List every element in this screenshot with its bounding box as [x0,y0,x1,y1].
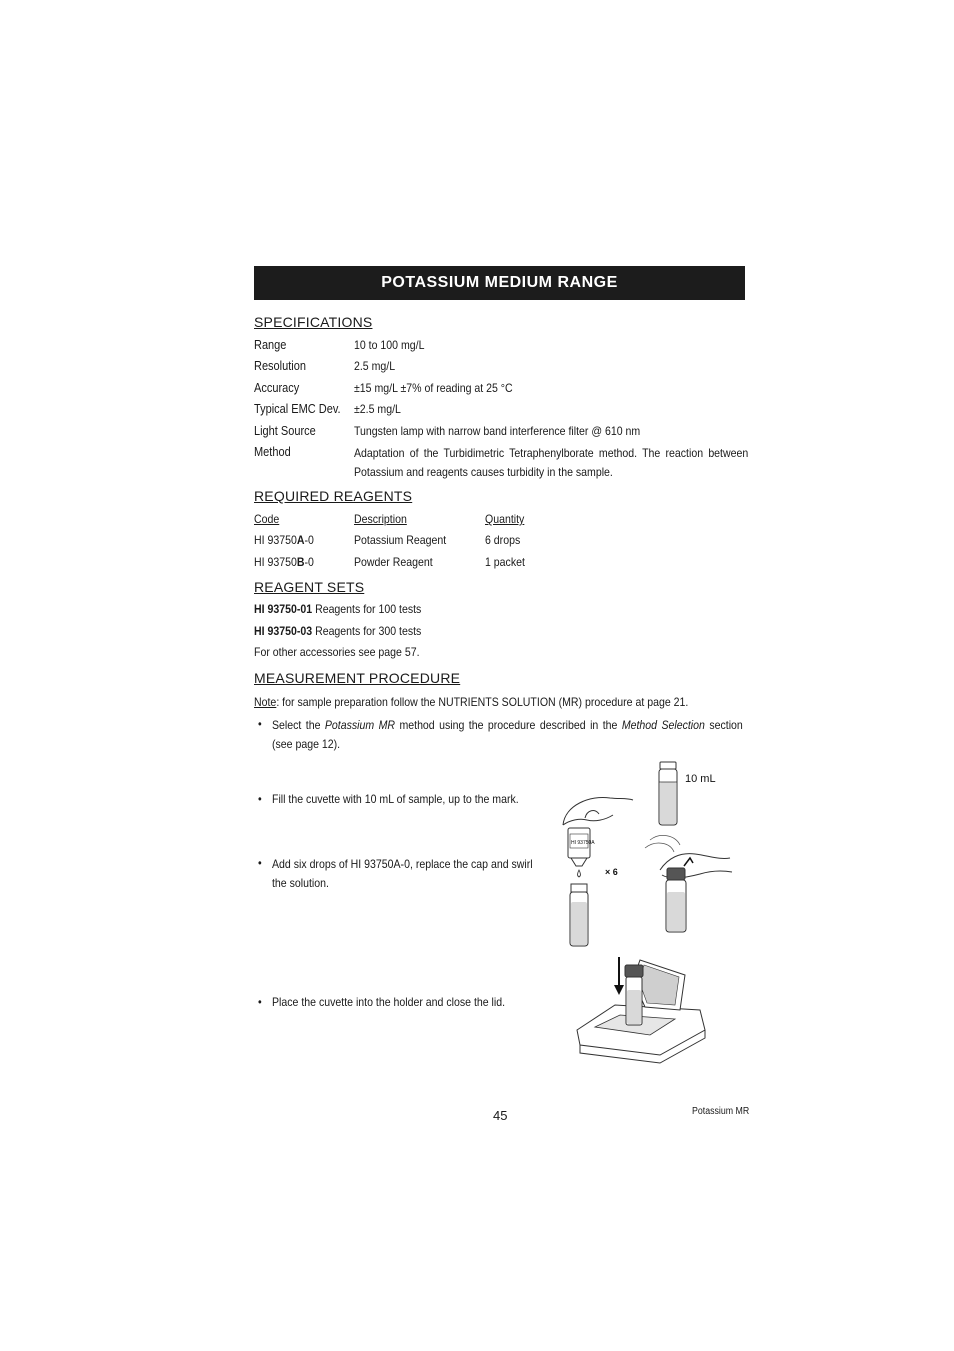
specifications-heading: SPECIFICATIONS [254,314,373,330]
procedure-note: Note: for sample preparation follow the NUTRIENTS SOLUTION (MR) procedure at page 21. [254,695,689,709]
spec-label-resolution: Resolution [254,359,306,373]
place-cuvette-illustration [575,955,710,1065]
spec-label-method: Method [254,445,291,459]
reagent-quantity: 6 drops [485,533,521,547]
procedure-step-place-cuvette: Place the cuvette into the holder and close the lid. [272,995,506,1009]
reagents-header-code: Code [254,512,280,526]
reagent-description: Potassium Reagent [354,533,447,547]
reagent-set-item: HI 93750-03 Reagents for 300 tests [254,624,422,638]
bottle-label: HI 93750A [571,840,595,846]
spec-label-accuracy: Accuracy [254,381,300,395]
page-title: POTASSIUM MEDIUM RANGE [254,266,745,300]
spec-value-accuracy: ±15 mg/L ±7% of reading at 25 °C [354,381,513,395]
reagent-quantity: 1 packet [485,555,525,569]
measurement-procedure-heading: MEASUREMENT PROCEDURE [254,670,461,686]
procedure-step-fill-cuvette: Fill the cuvette with 10 mL of sample, up to the mark. [272,792,519,806]
bullet: • [258,995,262,1009]
reagent-sets-heading: REAGENT SETS [254,579,365,595]
volume-label: 10 mL [685,773,716,785]
reagent-set-item: HI 93750-01 Reagents for 100 tests [254,602,422,616]
required-reagents-heading: REQUIRED REAGENTS [254,488,413,504]
spec-value-method: Adaptation of the Turbidimetric Tetraphenylborate method. The reaction between Potassium and reagents causes turbidity in the sample. [354,446,749,479]
spec-label-range: Range [254,338,287,352]
bullet: • [258,856,262,870]
spec-value-emc: ±2.5 mg/L [354,402,401,416]
accessories-note: For other accessories see page 57. [254,645,420,659]
spec-value-resolution: 2.5 mg/L [354,359,396,373]
bullet: • [258,792,262,806]
drops-count-label: × 6 [605,867,618,877]
procedure-step-select-method: Select the Potassium MR method using the procedure described in the Method Selection section (see page 12). [272,718,743,751]
reagents-header-quantity: Quantity [485,512,525,526]
reagent-code: HI 93750B-0 [254,555,314,569]
footer-section-name: Potassium MR [692,1106,750,1117]
reagent-description: Powder Reagent [354,555,433,569]
page-number: 45 [493,1108,508,1123]
reagents-header-description: Description [354,512,407,526]
swirl-illustration [640,830,740,940]
spec-value-range: 10 to 100 mg/L [354,338,425,352]
cuvette-10ml-illustration [650,760,730,830]
bullet: • [258,717,262,731]
add-drops-illustration [555,790,645,950]
spec-label-light-source: Light Source [254,424,316,438]
reagent-code: HI 93750A-0 [254,533,314,547]
spec-value-light-source: Tungsten lamp with narrow band interference filter @ 610 nm [354,424,641,438]
procedure-step-add-drops: Add six drops of HI 93750A-0, replace the cap and swirl the solution. [272,857,533,890]
spec-label-emc: Typical EMC Dev. [254,402,341,416]
